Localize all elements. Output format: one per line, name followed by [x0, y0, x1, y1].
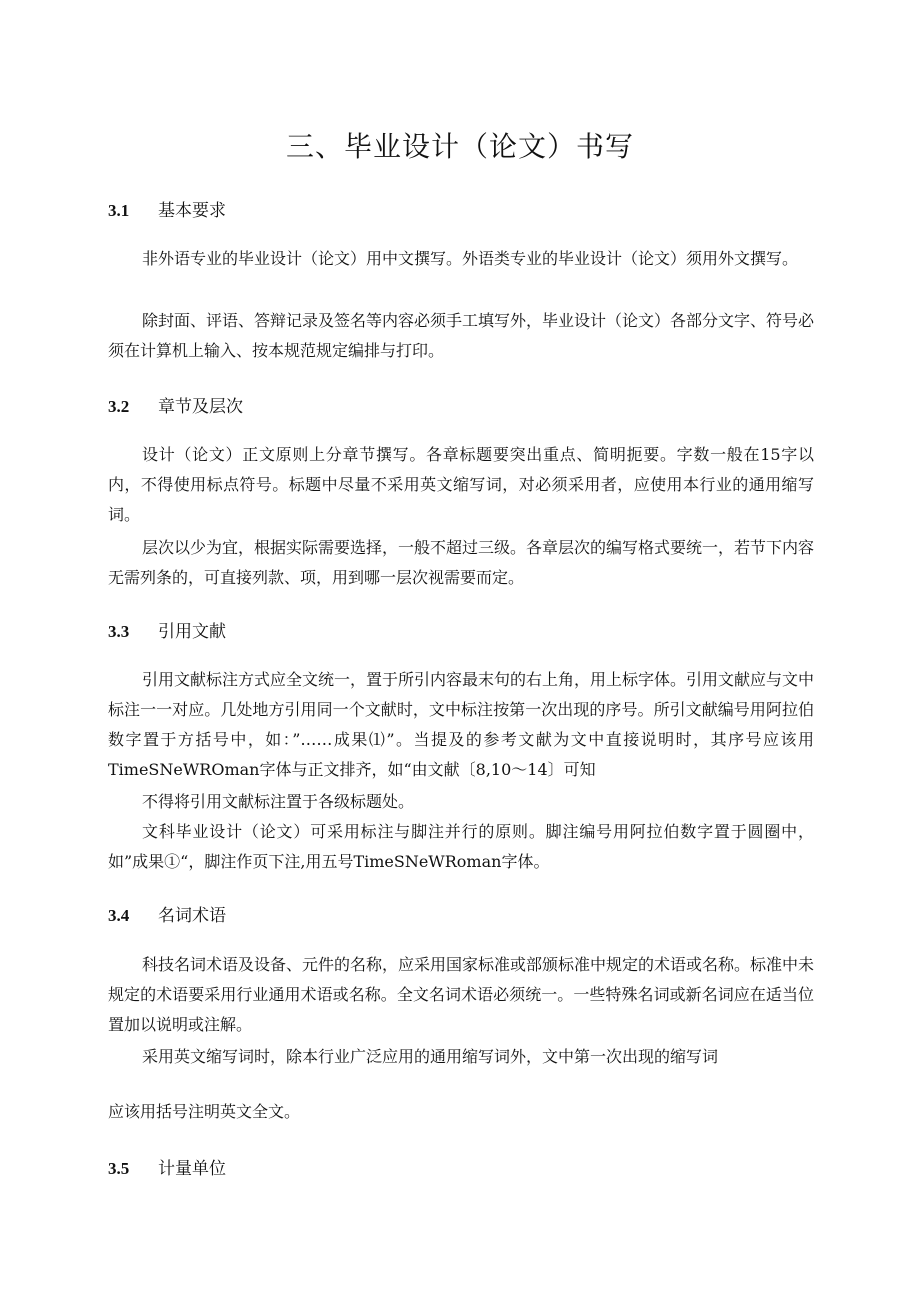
paragraph: 层次以少为宜，根据实际需要选择，一般不超过三级。各章层次的编写格式要统一，若节下内容无需列条的，可直接列款、项，用到哪一层次视需要而定。	[108, 538, 815, 587]
paragraph: 科技名词术语及设备、元件的名称，应采用国家标准或部颁标准中规定的术语或名称。标准中未规定的术语要采用行业通用术语或名称。全文名词术语必须统一。一些特殊名词或新名词应在适当位置加以说明或注解。	[108, 955, 815, 1034]
section-heading-3-4	[108, 904, 226, 928]
paragraph: 引用文献标注方式应全文统一，置于所引内容最末句的右上角，用上标字体。引用文献应与文中标注一一对应。几处地方引用同一个文献时，文中标注按第一次出现的序号。所引文献编号用阿拉伯数字置于方括号中，如：”……成果⑴”。当提及的参考文献为文中直接说明时，其序号应该用TimeSNeWROman字体与正文排齐，如“由文献〔8,10～14〕可知	[108, 670, 815, 779]
paragraph: 除封面、评语、答辩记录及签名等内容必须手工填写外，毕业设计（论文）各部分文字、符号必须在计算机上输入、按本规范规定编排与打印。	[108, 311, 815, 360]
section-heading-3-2	[108, 395, 243, 419]
section-title: 章节及层次	[158, 397, 243, 417]
paragraph: 采用英文缩写词时，除本行业广泛应用的通用缩写词外，文中第一次出现的缩写词	[142, 1047, 719, 1066]
section-title: 引用文献	[158, 622, 226, 642]
paragraph: 应该用括号注明英文全文。	[108, 1102, 301, 1121]
section-number: 3.5	[108, 1159, 130, 1178]
section-heading-3-5	[108, 1157, 226, 1181]
section-number: 3.4	[108, 906, 130, 925]
page-title: 三、毕业设计（论文）书写	[285, 130, 634, 163]
paragraph: 文科毕业设计（论文）可采用标注与脚注并行的原则。脚注编号用阿拉伯数字置于圆圈中，如”成果①“，脚注作页下注,用五号TimeSNeWRoman字体。	[108, 822, 814, 871]
paragraph: 非外语专业的毕业设计（论文）用中文撰写。外语类专业的毕业设计（论文）须用外文撰写。	[142, 249, 799, 268]
section-number: 3.2	[108, 397, 130, 416]
section-number: 3.1	[108, 201, 130, 220]
section-title: 基本要求	[158, 201, 226, 221]
paragraph: 设计（论文）正文原则上分章节撰写。各章标题要突出重点、简明扼要。字数一般在15字以内，不得使用标点符号。标题中尽量不采用英文缩写词，对必须采用者，应使用本行业的通用缩写词。	[108, 445, 814, 524]
section-title: 计量单位	[158, 1159, 226, 1179]
section-title: 名词术语	[158, 906, 226, 926]
section-heading-3-3	[108, 620, 226, 644]
section-heading-3-1	[108, 199, 226, 223]
paragraph: 不得将引用文献标注置于各级标题处。	[142, 792, 415, 811]
section-number: 3.3	[108, 622, 130, 641]
